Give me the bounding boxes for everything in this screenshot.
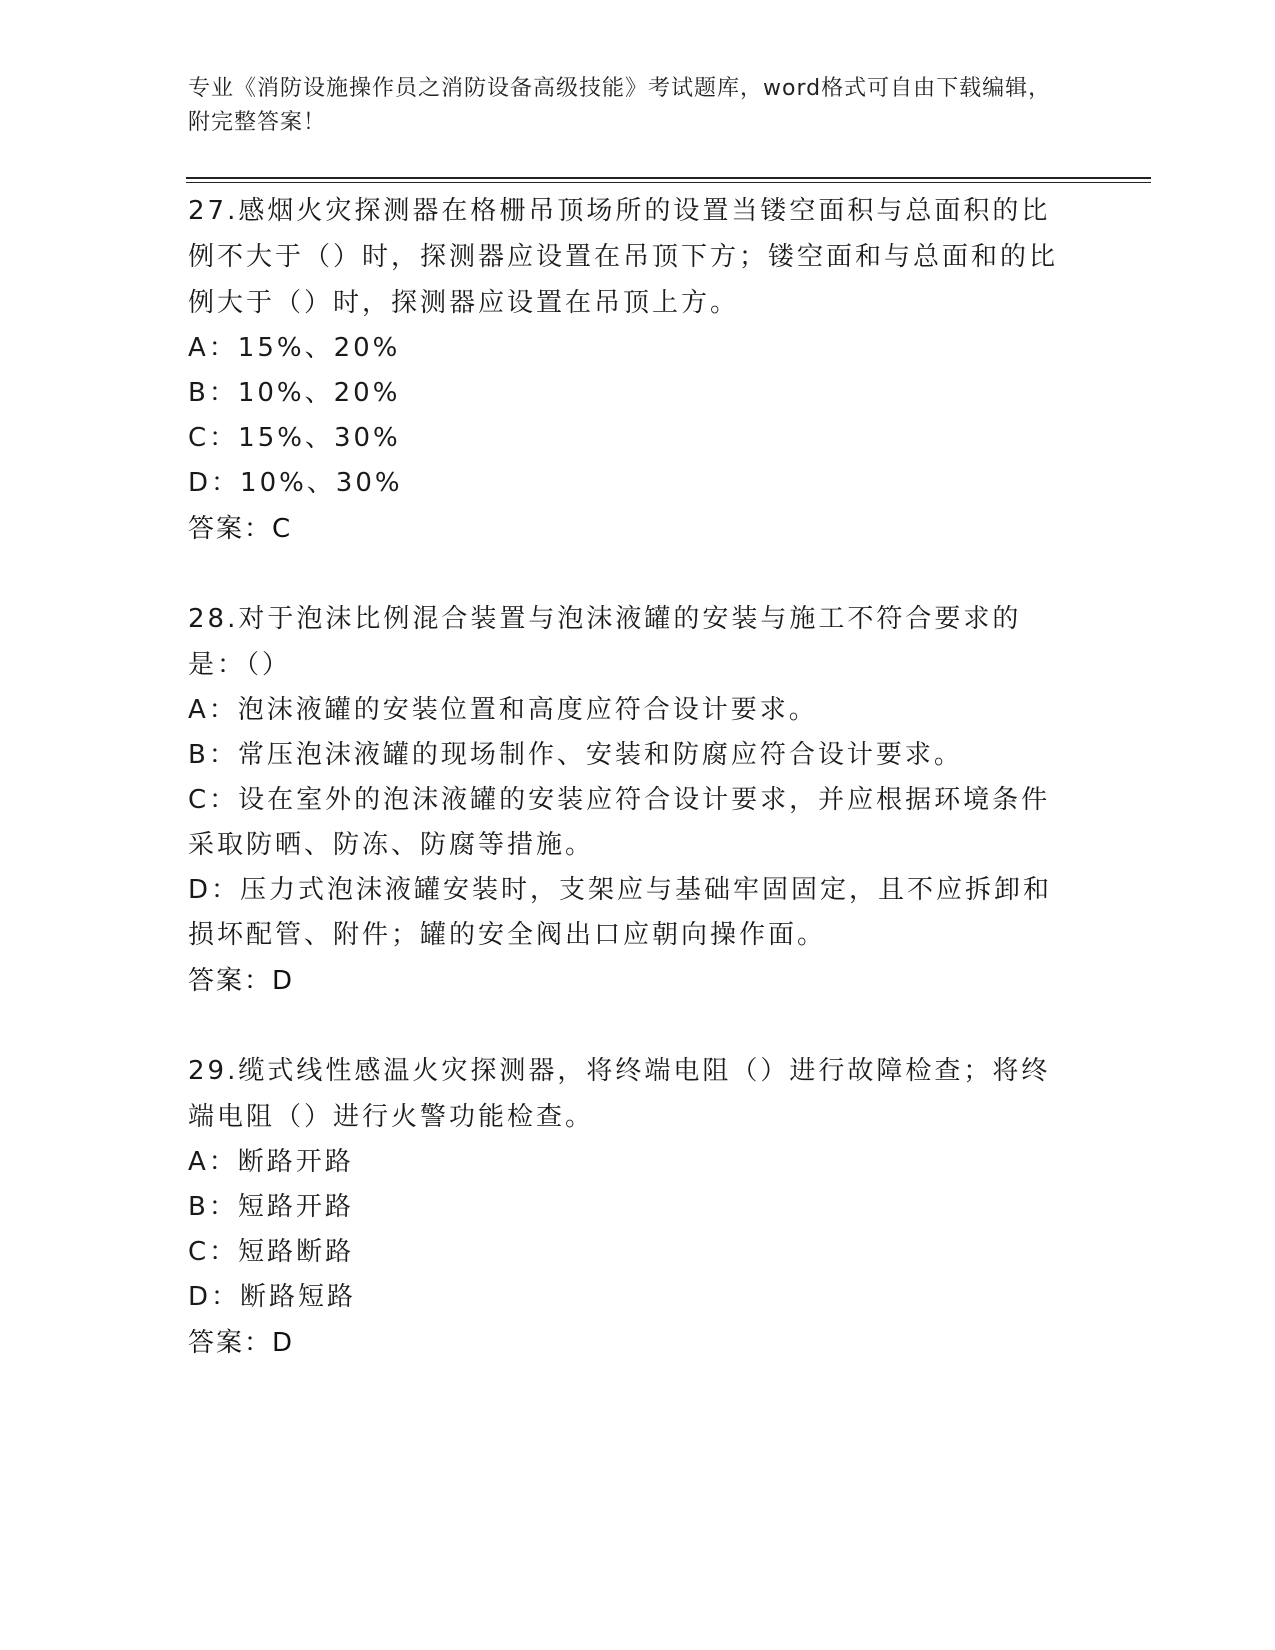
option-b: B：常压泡沫液罐的现场制作、安装和防腐应符合设计要求。 — [188, 740, 963, 770]
question-spacer — [188, 552, 1068, 596]
question-list — [188, 188, 1068, 1366]
option-d: D：10%、30% — [188, 468, 403, 498]
option-a: A：15%、20% — [188, 333, 401, 363]
question-29 — [188, 1048, 1068, 1366]
answer: 答案：D — [188, 966, 295, 996]
question-27 — [188, 188, 1068, 552]
option-b: B：10%、20% — [188, 378, 401, 408]
option-c: C：设在室外的泡沫液罐的安装应符合设计要求，并应根据环境条件采取防晒、防冻、防腐等措施。 — [188, 785, 1051, 860]
option-c: C：短路断路 — [188, 1237, 355, 1267]
answer: 答案：D — [188, 1328, 295, 1358]
option-a: A：断路开路 — [188, 1147, 354, 1177]
question-stem: 27.感烟火灾探测器在格栅吊顶场所的设置当镂空面积与总面积的比例不大于（）时，探测器应设置在吊顶下方；镂空面和与总面和的比例大于（）时，探测器应设置在吊顶上方。 — [188, 196, 1059, 318]
option-d: D：压力式泡沫液罐安装时，支架应与基础牢固固定，且不应拆卸和损坏配管、附件；罐的安全阀出口应朝向操作面。 — [188, 875, 1053, 950]
option-b: B：短路开路 — [188, 1192, 354, 1222]
option-a: A：泡沫液罐的安装位置和高度应符合设计要求。 — [188, 695, 818, 725]
header-divider-thin — [186, 182, 1151, 183]
option-c: C：15%、30% — [188, 423, 401, 453]
header-divider-thick — [186, 177, 1151, 179]
question-spacer — [188, 1004, 1068, 1048]
question-stem: 28.对于泡沫比例混合装置与泡沫液罐的安装与施工不符合要求的是：（） — [188, 604, 1022, 680]
option-d: D：断路短路 — [188, 1282, 357, 1312]
answer: 答案：C — [188, 514, 293, 544]
document-header: 专业《消防设施操作员之消防设备高级技能》考试题库，word格式可自由下载编辑，附完整答案！ — [188, 76, 1052, 135]
question-28 — [188, 596, 1068, 1004]
question-stem: 29.缆式线性感温火灾探测器，将终端电阻（）进行故障检查；将终端电阻（）进行火警功能检查。 — [188, 1056, 1051, 1132]
